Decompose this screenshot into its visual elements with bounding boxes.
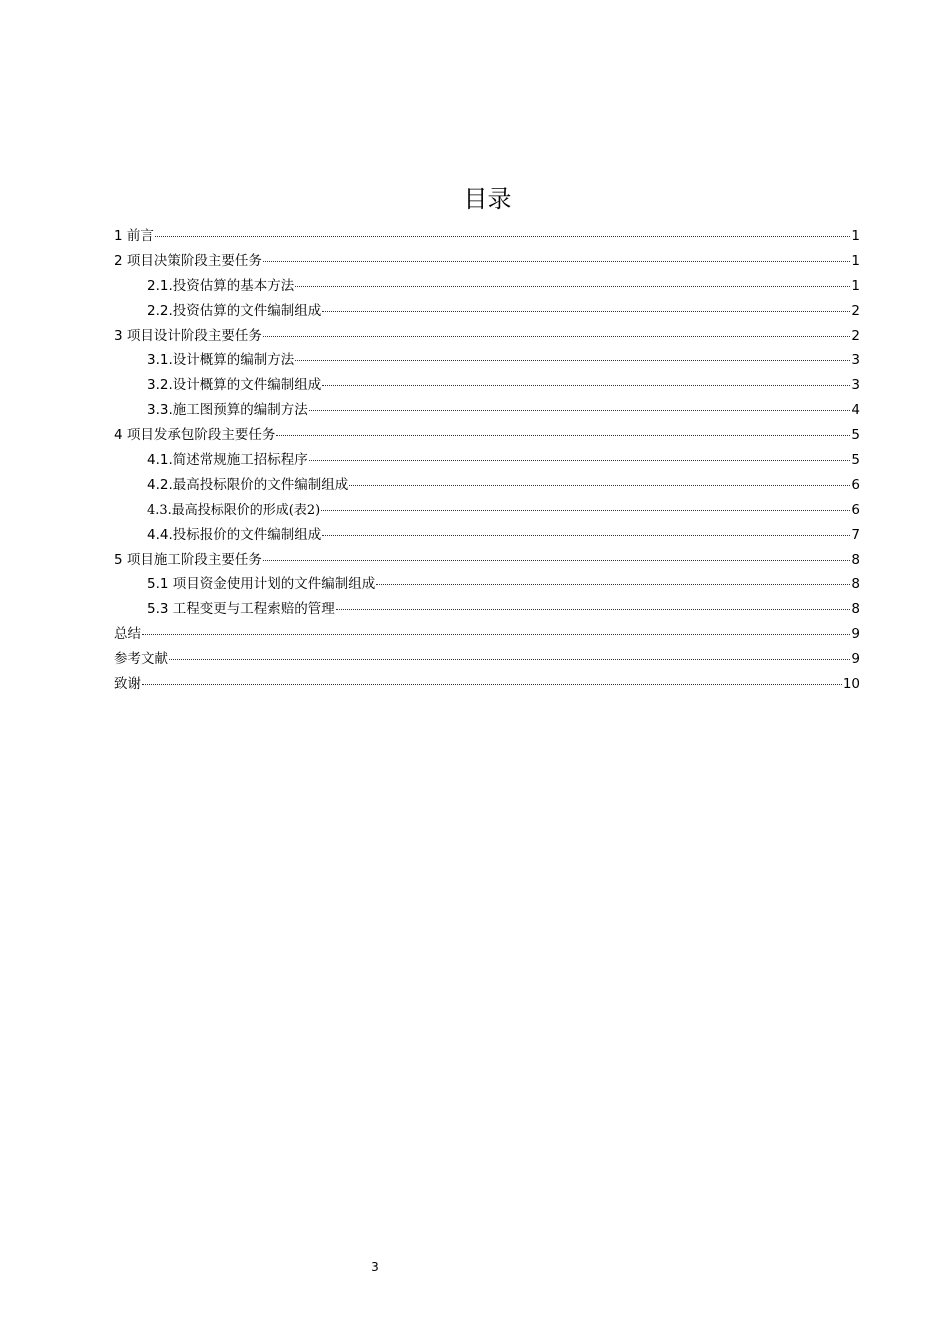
toc-entry-label: 5 项目施工阶段主要任务 <box>114 551 262 568</box>
toc-entry[interactable] <box>114 622 860 647</box>
toc-entry-page: 2 <box>851 302 860 319</box>
toc-entry[interactable] <box>114 672 860 697</box>
toc-entry[interactable] <box>114 324 860 349</box>
toc-entry-page: 6 <box>851 501 860 518</box>
toc-leader-dots <box>155 236 851 237</box>
toc-entry-label: 1 前言 <box>114 228 154 244</box>
toc-entry[interactable] <box>114 348 860 373</box>
toc-entry[interactable] <box>114 473 860 498</box>
toc-leader-dots <box>322 311 850 312</box>
toc-entry-page: 7 <box>851 526 860 543</box>
toc-entry-page: 8 <box>851 576 860 593</box>
toc-entry-page: 8 <box>851 601 860 618</box>
toc-leader-dots <box>376 584 850 585</box>
toc-entry-label: 2.2.投资估算的文件编制组成 <box>147 302 322 319</box>
toc-entry-label: 2 项目决策阶段主要任务 <box>114 252 262 269</box>
toc-entry-label: 4 项目发承包阶段主要任务 <box>114 427 276 444</box>
toc-entry[interactable] <box>114 548 860 573</box>
toc-entry-page: 3 <box>851 377 860 394</box>
toc-entry-label: 4.3.最高投标限价的形成(表2) <box>147 502 321 518</box>
toc-entry[interactable] <box>114 274 860 299</box>
toc-entry-label: 参考文献 <box>114 651 168 668</box>
toc-entry-page: 5 <box>851 427 860 444</box>
toc-entry-label: 3.2.设计概算的文件编制组成 <box>147 377 322 394</box>
toc-entry-page: 1 <box>851 252 860 269</box>
toc-entry[interactable] <box>114 572 860 597</box>
toc-entry[interactable] <box>114 224 860 249</box>
toc-leader-dots <box>295 360 850 361</box>
toc-entry-label: 5.3 工程变更与工程索赔的管理 <box>147 601 335 618</box>
toc-entry-page: 1 <box>851 277 860 294</box>
toc-entry[interactable] <box>114 249 860 274</box>
toc-entry[interactable] <box>114 299 860 324</box>
page-number: 3 <box>371 1260 379 1274</box>
toc-entry-page: 1 <box>851 228 860 244</box>
toc-entry-page: 5 <box>851 452 860 469</box>
toc-entry-page: 3 <box>851 352 860 369</box>
toc-entry[interactable] <box>114 597 860 622</box>
toc-leader-dots <box>276 435 850 436</box>
toc-leader-dots <box>169 659 850 660</box>
toc-entry[interactable] <box>114 647 860 672</box>
toc-entry-page: 10 <box>842 676 860 693</box>
toc-entry-label: 2.1.投资估算的基本方法 <box>147 277 295 294</box>
toc-leader-dots <box>322 385 850 386</box>
toc-leader-dots <box>142 684 842 685</box>
toc-entry[interactable] <box>114 523 860 548</box>
toc-entry-page: 9 <box>851 626 860 643</box>
toc-leader-dots <box>263 261 851 262</box>
toc-entry-page: 6 <box>851 476 860 493</box>
toc-entry-label: 3.3.施工图预算的编制方法 <box>147 402 308 419</box>
toc-entry-label: 4.4.投标报价的文件编制组成 <box>147 526 322 543</box>
toc-entry-label: 总结 <box>114 626 141 643</box>
toc-entry[interactable] <box>114 448 860 473</box>
toc-leader-dots <box>336 609 851 610</box>
toc-leader-dots <box>322 535 850 536</box>
toc-entry-label: 4.2.最高投标限价的文件编制组成 <box>147 476 349 493</box>
toc-entry-page: 4 <box>851 402 860 419</box>
toc-entry-label: 5.1 项目资金使用计划的文件编制组成 <box>147 576 376 593</box>
toc-entry[interactable] <box>114 498 860 523</box>
toc-title: 目录 <box>463 185 512 213</box>
table-of-contents <box>114 224 860 697</box>
toc-leader-dots <box>295 286 850 287</box>
toc-entry-page: 2 <box>851 327 860 344</box>
toc-leader-dots <box>263 336 851 337</box>
toc-entry[interactable] <box>114 373 860 398</box>
toc-entry-page: 8 <box>851 551 860 568</box>
toc-entry-page: 9 <box>851 651 860 668</box>
toc-leader-dots <box>349 485 850 486</box>
toc-leader-dots <box>142 634 850 635</box>
toc-entry[interactable] <box>114 398 860 423</box>
toc-leader-dots <box>309 460 851 461</box>
toc-entry-label: 致谢 <box>114 676 141 693</box>
toc-entry-label: 3.1.设计概算的编制方法 <box>147 352 295 369</box>
toc-entry-label: 4.1.简述常规施工招标程序 <box>147 452 308 469</box>
toc-leader-dots <box>309 410 851 411</box>
toc-entry-label: 3 项目设计阶段主要任务 <box>114 327 262 344</box>
toc-entry[interactable] <box>114 423 860 448</box>
toc-leader-dots <box>321 510 850 511</box>
toc-leader-dots <box>263 560 851 561</box>
